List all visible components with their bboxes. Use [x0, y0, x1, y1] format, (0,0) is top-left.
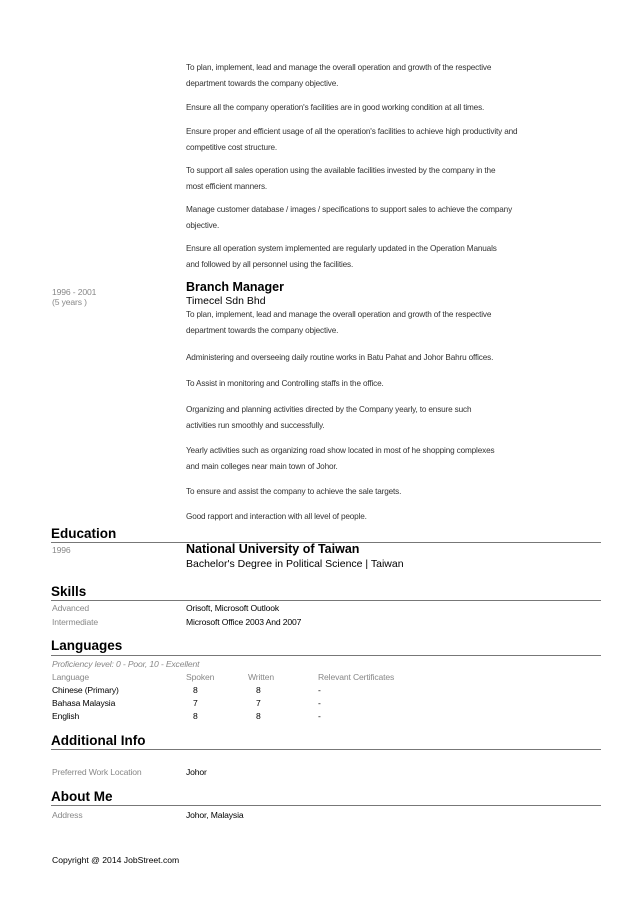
job2-duration: (5 years ) [52, 297, 87, 307]
skill-level: Advanced [52, 603, 90, 613]
section-title-languages: Languages [51, 638, 123, 653]
education-degree: Bachelor's Degree in Political Science | Taiwan [186, 558, 404, 570]
preferred-location-label: Preferred Work Location [52, 767, 142, 777]
language-name: Bahasa Malaysia [52, 698, 116, 708]
skill-level: Intermediate [52, 617, 98, 627]
skill-value: Microsoft Office 2003 And 2007 [186, 617, 302, 627]
languages-header-spoken: Spoken [186, 672, 215, 682]
language-spoken: 8 [193, 711, 198, 721]
job2-bullet-line: Administering and overseeing daily routine works in Batu Pahat and Johor Bahru offices. [186, 353, 494, 362]
job1-bullets [186, 60, 517, 273]
address-value: Johor, Malaysia [186, 810, 244, 820]
job2-title: Branch Manager [186, 280, 284, 294]
job2-bullet-line: and main colleges near main town of Johor. [186, 462, 338, 471]
job2-bullet-line: To ensure and assist the company to achieve the sale targets. [186, 487, 402, 496]
section-title-skills: Skills [51, 584, 87, 599]
copyright-footer: Copyright @ 2014 JobStreet.com [52, 855, 180, 865]
skill-value: Orisoft, Microsoft Outlook [186, 603, 280, 613]
language-name: Chinese (Primary) [52, 685, 119, 695]
section-title-additional-info: Additional Info [51, 733, 146, 748]
job1-bullet-line: most efficient manners. [186, 182, 268, 191]
language-certs: - [318, 685, 321, 695]
job1-bullet-line: Ensure proper and efficient usage of all the operation's facilities to achieve high productivity and [186, 127, 518, 136]
languages-header-certs: Relevant Certificates [318, 672, 395, 682]
proficiency-note: Proficiency level: 0 - Poor, 10 - Excellent [52, 659, 200, 669]
job1-bullet-line: To support all sales operation using the available facilities invested by the company in the [186, 166, 496, 175]
language-spoken: 7 [193, 698, 198, 708]
address-label: Address [52, 810, 83, 820]
job2-bullet-line: Yearly activities such as organizing road show located in most of he shopping complexes [186, 446, 495, 455]
language-certs: - [318, 711, 321, 721]
preferred-location-value: Johor [186, 767, 207, 777]
job1-bullet-line: To plan, implement, lead and manage the overall operation and growth of the respective [186, 63, 492, 72]
section-divider [51, 805, 601, 806]
job2-bullet-line: To Assist in monitoring and Controlling staffs in the office. [186, 379, 384, 388]
job1-bullet-line: Ensure all operation system implemented are regularly updated in the Operation Manuals [186, 244, 497, 253]
section-divider [51, 600, 601, 601]
language-certs: - [318, 698, 321, 708]
job1-bullet-line: Manage customer database / images / specifications to support sales to achieve the company [186, 205, 513, 214]
job2-bullets [186, 307, 494, 525]
language-written: 7 [256, 698, 261, 708]
language-written: 8 [256, 685, 261, 695]
job2-bullet-line: Good rapport and interaction with all level of people. [186, 512, 367, 521]
language-written: 8 [256, 711, 261, 721]
language-spoken: 8 [193, 685, 198, 695]
job2-bullet-line: Organizing and planning activities directed by the Company yearly, to ensure such [186, 405, 472, 414]
section-title-about-me: About Me [51, 789, 113, 804]
section-divider [51, 749, 601, 750]
job2-company: Timecel Sdn Bhd [186, 295, 266, 307]
job1-bullet-line: Ensure all the company operation's facilities are in good working condition at all times. [186, 103, 485, 112]
education-year: 1996 [52, 545, 71, 555]
languages-header-language: Language [52, 672, 90, 682]
job1-bullet-line: department towards the company objective. [186, 79, 339, 88]
job2-period: 1996 - 2001 [52, 287, 97, 297]
education-school: National University of Taiwan [186, 542, 360, 556]
job2-bullet-line: activities run smoothly and successfully. [186, 421, 325, 430]
job1-bullet-line: objective. [186, 221, 220, 230]
job2-bullet-line: To plan, implement, lead and manage the overall operation and growth of the respective [186, 310, 492, 319]
job1-bullet-line: and followed by all personnel using the facilities. [186, 260, 354, 269]
languages-header-written: Written [248, 672, 275, 682]
section-title-education: Education [51, 526, 117, 541]
language-name: English [52, 711, 80, 721]
job2-bullet-line: department towards the company objective. [186, 326, 339, 335]
job1-bullet-line: competitive cost structure. [186, 143, 278, 152]
